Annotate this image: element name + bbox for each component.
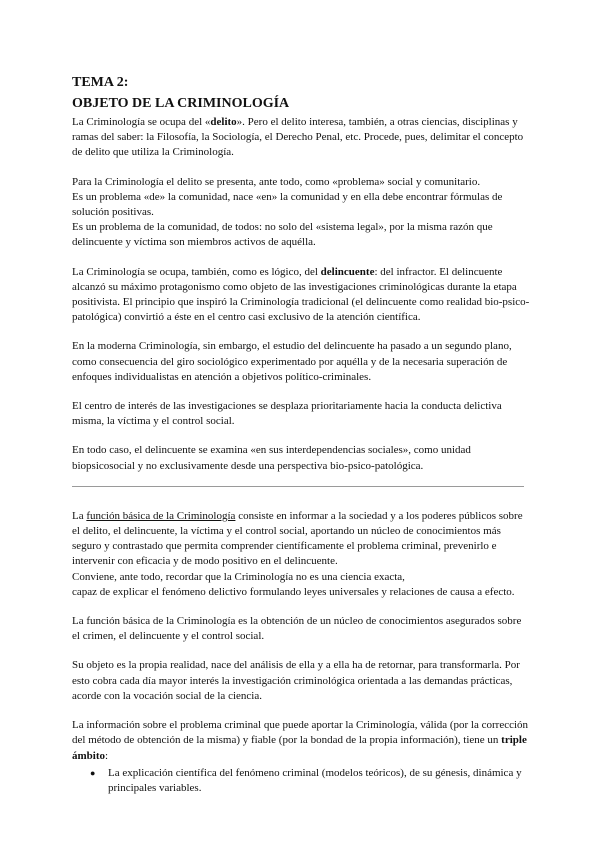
paragraph-informacion: La información sobre el problema criminal que puede aportar la Criminología, válida (por la corrección del método de obtención de la misma) y fiable (por la bondad de la propia información), tiene un triple ámbito: xyxy=(72,719,529,762)
paragraph-objeto-realidad: Su objeto es la propia realidad, nace del análisis de ella y a ella ha de retornar, para transformarla. Por esto cobra cada día mayor interés la investigación criminológica orientada a las demandas prácticas, acorde con la vocación social de la ciencia. xyxy=(72,659,520,702)
paragraph-delito: La Criminología se ocupa del «delito». Pero el delito interesa, también, a otras ciencias, disciplinas y ramas del saber: la Filosofía, la Sociología, el Derecho Penal, etc. Procede, pues, delimitar el concepto de delito que utiliza la Criminología. xyxy=(72,116,524,159)
term-triple-ambito: triple ámbito xyxy=(72,734,527,762)
term-delincuente: delincuente xyxy=(320,265,375,278)
term-funcion-basica: función básica de la Criminología xyxy=(86,509,236,522)
paragraph-problema-social: Para la Criminología el delito se presenta, ante todo, como «problema» social y comunitario. Es un problema «de» la comunidad, nace «en» la comunidad y en ella debe encontrar fórmulas de solución positivas. Es un problema de la comunidad, de todos: no solo del «sistema legal», por la misma razón que delincuente y víctima son miembros activos de aquélla. xyxy=(72,175,503,249)
term-delito: delito xyxy=(210,116,237,128)
paragraph-delincuente: La Criminología se ocupa, también, como es lógico, del delincuente: del infractor. El delincuente alcanzó su máximo protagonismo como objeto de las investigaciones criminológicas durante la etapa positivista. El principio que inspiró la Criminología tradicional (el delincuente como realidad bio-psico-patológica) convirtió a éste en el centro casi exclusivo de la atención científica. xyxy=(72,265,530,324)
paragraph-interdependencias: En todo caso, el delincuente se examina «en sus interdependencias sociales», como unidad biopsicosocial y no exclusivamente desde una perspectiva bio-psico-patológica. xyxy=(72,444,471,472)
paragraph-funcion-basica: La función básica de la Criminología consiste en informar a la sociedad y a los poderes públicos sobre el delito, el delincuente, la víctima y el control social, aportando un núcleo de conocimientos más seguro y contrastado que permita comprender científicamente el problema criminal, prevenirlo e intervenir con eficacia y de modo positivo en el delincuente. Conviene, ante todo, recordar que la Criminología no es una ciencia exacta, capaz de explicar el fenómeno delictivo formulando leyes universales y relaciones de causa a efecto. xyxy=(72,509,523,598)
chapter-number: TEMA 2: xyxy=(72,75,129,90)
horizontal-divider xyxy=(72,486,524,487)
list-item: ● La explicación científica del fenómeno criminal (modelos teóricos), de su génesis, dinámica y principales variables. xyxy=(90,766,522,794)
paragraph-centro-interes: El centro de interés de las investigaciones se desplaza prioritariamente hacia la conducta delictiva misma, la víctima y el control social. xyxy=(72,400,502,428)
paragraph-moderna-criminologia: En la moderna Criminología, sin embargo, el estudio del delincuente ha pasado a un segundo plano, como consecuencia del giro sociológico experimentado por aquélla y de la necesaria superación de enfoques individualistas en atención a objetivos político-criminales. xyxy=(72,340,512,383)
chapter-title: OBJETO DE LA CRIMINOLOGÍA xyxy=(72,96,290,111)
bullet-icon: ● xyxy=(90,767,96,778)
bullet-list xyxy=(72,766,532,796)
paragraph-nucleo-conocimientos: La función básica de la Criminología es la obtención de un núcleo de conocimientos asegurados sobre el crimen, el delincuente y el control social. xyxy=(72,615,522,643)
document-body xyxy=(72,115,532,796)
